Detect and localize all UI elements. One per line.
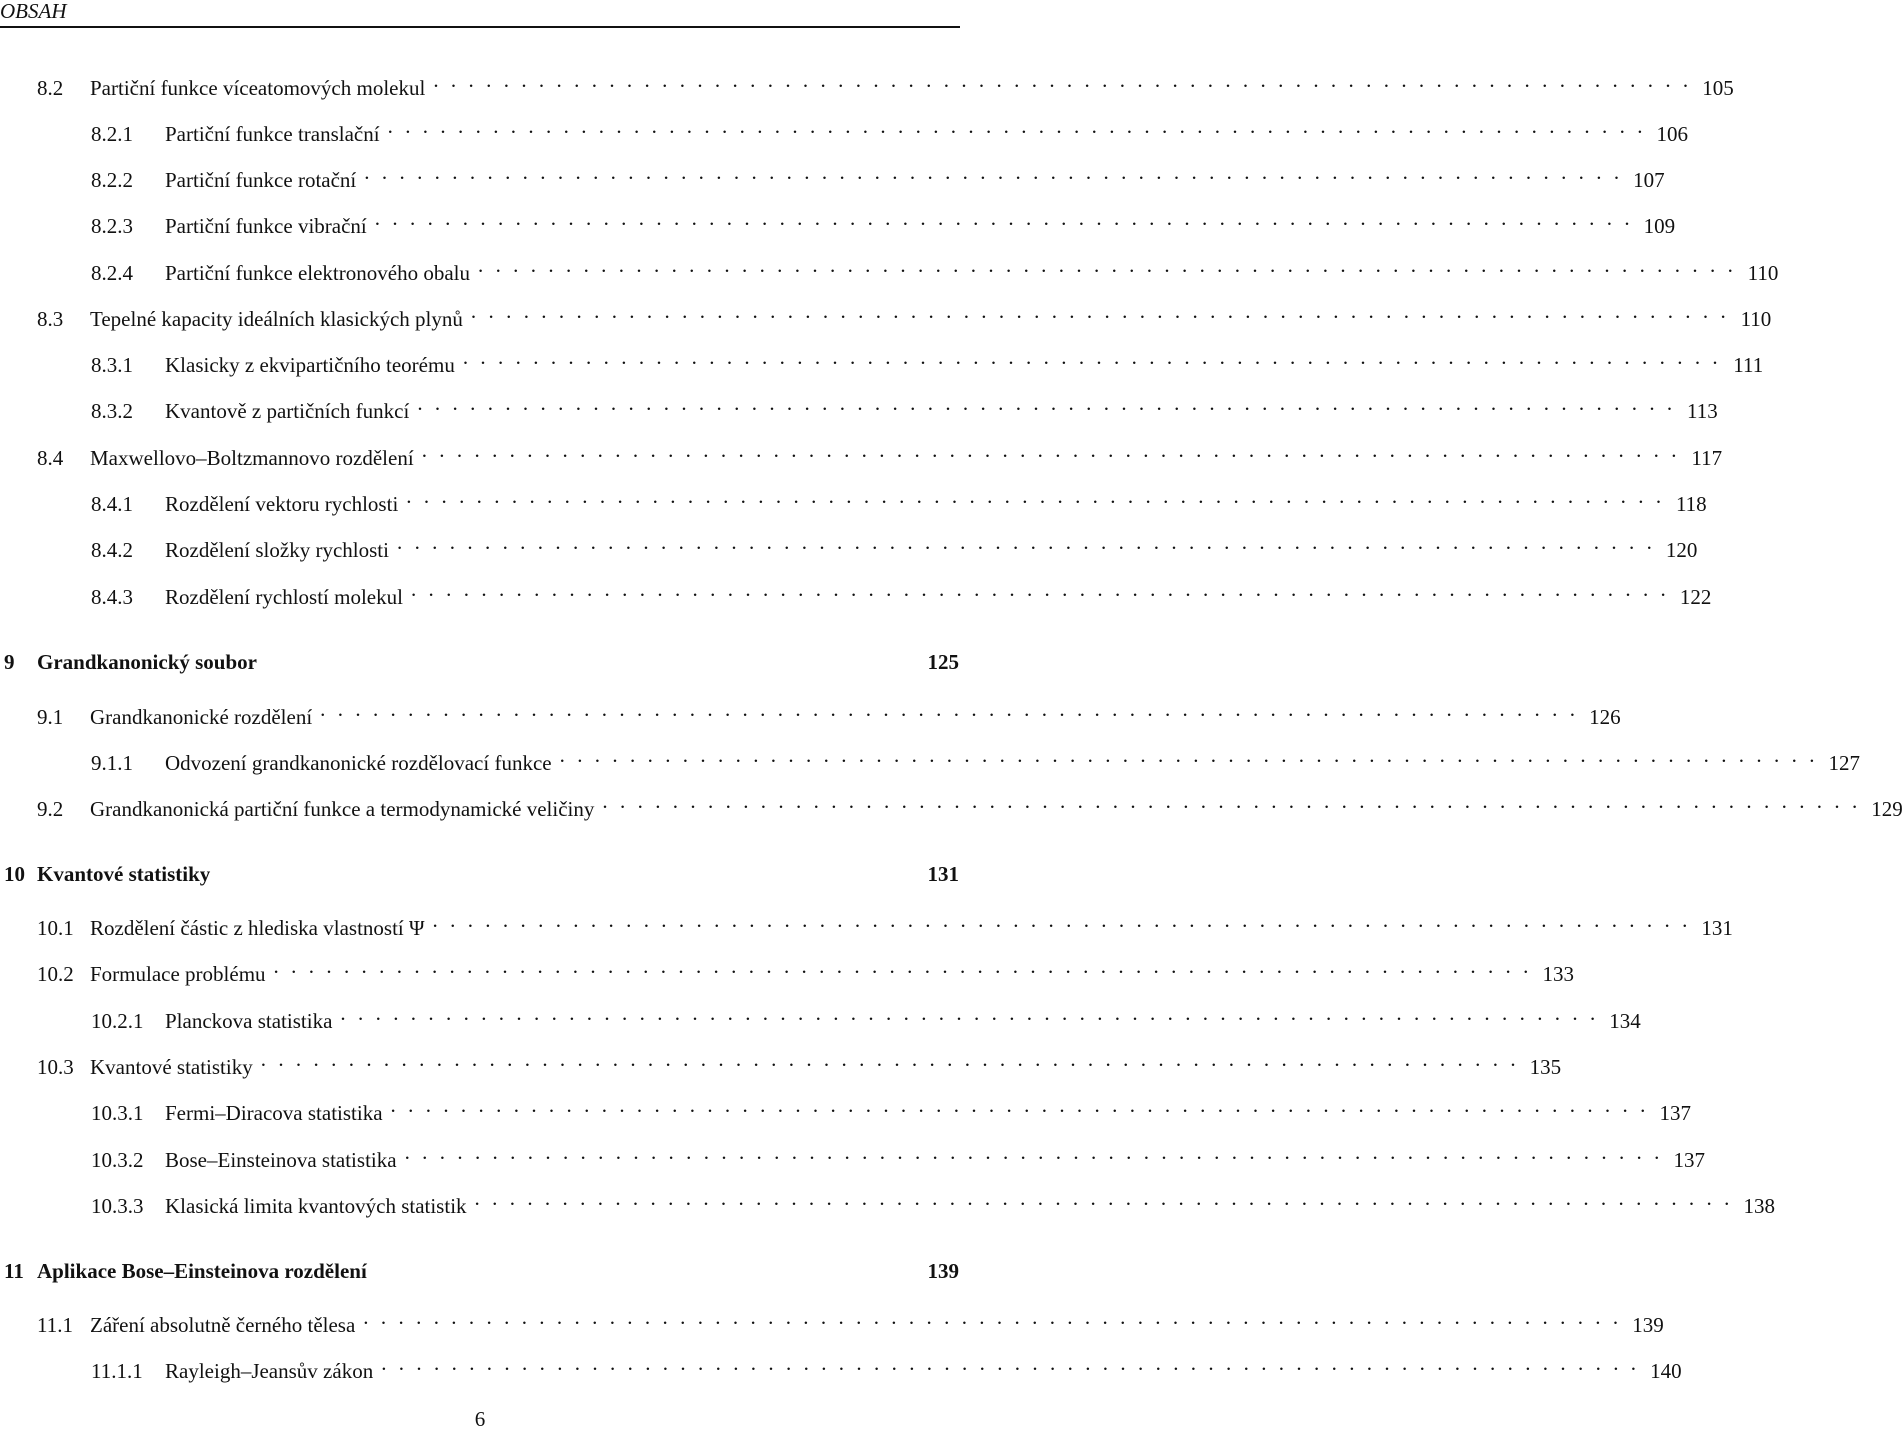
toc-title: Grandkanonická partiční funkce a termodynamické veličiny bbox=[90, 797, 595, 821]
toc-number: 10.2 bbox=[37, 962, 74, 986]
toc-title: Rozdělení vektoru rychlosti bbox=[165, 492, 399, 516]
toc-entry[interactable] bbox=[0, 951, 1574, 986]
toc-dot-leader bbox=[425, 905, 1697, 935]
toc-title: Kvantové statistiky bbox=[90, 1055, 253, 1079]
toc-number: 10.3 bbox=[37, 1055, 74, 1079]
toc-entry[interactable] bbox=[0, 388, 1718, 423]
toc-number: 8.2.3 bbox=[91, 214, 133, 238]
toc-number: 10.1 bbox=[37, 916, 74, 940]
toc-title: Partiční funkce vibrační bbox=[165, 214, 367, 238]
toc-number: 10 bbox=[4, 862, 25, 886]
toc-dot-leader bbox=[467, 1183, 1739, 1213]
toc-number: 10.3.2 bbox=[91, 1148, 144, 1172]
toc-entry[interactable] bbox=[0, 1044, 1562, 1079]
toc-chapter[interactable] bbox=[0, 1256, 959, 1286]
running-header: OBSAH bbox=[0, 0, 67, 23]
toc-dot-leader bbox=[552, 740, 1824, 770]
toc-dot-leader bbox=[455, 342, 1727, 372]
toc-page-number: 109 bbox=[1643, 214, 1676, 238]
toc-title: Klasicky z ekvipartičního teorému bbox=[165, 353, 455, 377]
toc-dot-leader bbox=[312, 694, 1584, 724]
toc-entry[interactable] bbox=[0, 157, 1665, 192]
toc-page-number: 122 bbox=[1679, 585, 1712, 609]
toc-title: Kvantově z partičních funkcí bbox=[165, 399, 410, 423]
toc-dot-leader bbox=[383, 1090, 1655, 1120]
toc-entry[interactable] bbox=[0, 905, 1733, 940]
toc-dot-leader bbox=[389, 527, 1661, 557]
toc-title: Bose–Einsteinova statistika bbox=[165, 1148, 397, 1172]
header-rule bbox=[0, 26, 960, 28]
toc-page-number: 105 bbox=[1702, 76, 1734, 100]
toc-title: Partiční funkce translační bbox=[165, 122, 380, 146]
toc-entry[interactable] bbox=[0, 998, 1641, 1033]
toc-number: 8.4.2 bbox=[91, 538, 133, 562]
toc-entry[interactable] bbox=[0, 786, 1903, 821]
toc-number: 8.4.1 bbox=[91, 492, 133, 516]
toc-page-number: 126 bbox=[1589, 705, 1621, 729]
toc-page-number: 131 bbox=[927, 862, 959, 886]
toc-page-number: 107 bbox=[1633, 168, 1665, 192]
toc-page-number: 110 bbox=[1740, 307, 1772, 331]
toc-dot-leader bbox=[266, 951, 1538, 981]
toc-entry[interactable] bbox=[0, 65, 1734, 100]
toc-entry[interactable] bbox=[0, 296, 1772, 331]
toc-title: Rayleigh–Jeansův zákon bbox=[165, 1359, 374, 1383]
toc-page-number: 110 bbox=[1747, 261, 1779, 285]
toc-page-number: 129 bbox=[1871, 797, 1903, 821]
toc-title: Grandkanonické rozdělení bbox=[90, 705, 313, 729]
toc-page-number: 111 bbox=[1733, 353, 1764, 377]
toc-title: Klasická limita kvantových statistik bbox=[165, 1194, 467, 1218]
toc-number: 9.1 bbox=[37, 705, 64, 729]
toc-number: 11.1.1 bbox=[91, 1359, 143, 1383]
toc-page-number: 113 bbox=[1687, 399, 1718, 423]
toc-entry[interactable] bbox=[0, 1137, 1705, 1172]
toc-number: 11 bbox=[4, 1259, 24, 1283]
toc-title: Rozdělení částic z hlediska vlastností Ψ bbox=[90, 916, 425, 940]
toc-entry[interactable] bbox=[0, 481, 1707, 516]
toc-title: Grandkanonický soubor bbox=[37, 650, 257, 674]
toc-number: 8.3 bbox=[37, 307, 64, 331]
toc-number: 9.1.1 bbox=[91, 751, 133, 775]
toc-dot-leader bbox=[355, 1302, 1627, 1332]
toc-number: 8.4.3 bbox=[91, 585, 133, 609]
toc-entry[interactable] bbox=[0, 1302, 1664, 1337]
toc-dot-leader bbox=[409, 388, 1681, 418]
toc-number: 8.3.2 bbox=[91, 399, 133, 423]
page-number: 6 bbox=[474, 1407, 486, 1431]
toc-title: Planckova statistika bbox=[165, 1009, 333, 1033]
toc-number: 10.3.3 bbox=[91, 1194, 144, 1218]
toc-dot-leader bbox=[403, 574, 1675, 604]
toc-title: Aplikace Bose–Einsteinova rozdělení bbox=[37, 1259, 367, 1283]
toc-number: 10.2.1 bbox=[91, 1009, 144, 1033]
toc-page-number: 120 bbox=[1665, 538, 1698, 562]
toc-entry[interactable] bbox=[0, 203, 1676, 238]
toc-dot-leader bbox=[397, 1137, 1669, 1167]
toc-dot-leader bbox=[380, 111, 1652, 141]
toc-number: 8.2.1 bbox=[91, 122, 133, 146]
toc-page-number: 133 bbox=[1542, 962, 1574, 986]
toc-number: 9 bbox=[4, 650, 15, 674]
toc-dot-leader bbox=[356, 157, 1628, 187]
toc-entry[interactable] bbox=[0, 435, 1723, 470]
toc-dot-leader bbox=[332, 998, 1604, 1028]
toc-number: 8.2.4 bbox=[91, 261, 133, 285]
toc-entry[interactable] bbox=[0, 250, 1779, 285]
toc-number: 11.1 bbox=[37, 1313, 73, 1337]
toc-page-number: 127 bbox=[1828, 751, 1860, 775]
toc-entry[interactable] bbox=[0, 574, 1712, 609]
toc-dot-leader bbox=[253, 1044, 1525, 1074]
toc-number: 8.2 bbox=[37, 76, 64, 100]
toc-page-number: 137 bbox=[1673, 1148, 1705, 1172]
toc-page-number: 139 bbox=[927, 1259, 959, 1283]
toc-title: Rozdělení rychlostí molekul bbox=[165, 585, 403, 609]
toc-title: Partiční funkce elektronového obalu bbox=[165, 261, 470, 285]
toc-page-number: 125 bbox=[927, 650, 959, 674]
toc-title: Tepelné kapacity ideálních klasických plynů bbox=[90, 307, 463, 331]
toc-dot-leader bbox=[398, 481, 1670, 511]
toc-page-number: 134 bbox=[1609, 1009, 1641, 1033]
toc-entry[interactable] bbox=[0, 1090, 1691, 1125]
toc-page-number: 140 bbox=[1650, 1359, 1682, 1383]
toc-title: Odvození grandkanonické rozdělovací funkce bbox=[165, 751, 552, 775]
toc-title: Rozdělení složky rychlosti bbox=[165, 538, 389, 562]
toc-number: 10.3.1 bbox=[91, 1101, 144, 1125]
toc-page-number: 118 bbox=[1675, 492, 1707, 516]
toc-dot-leader bbox=[594, 786, 1866, 816]
toc-number: 8.4 bbox=[37, 446, 64, 470]
toc-title: Fermi–Diracova statistika bbox=[165, 1101, 383, 1125]
toc-dot-leader bbox=[425, 65, 1697, 95]
toc-title: Formulace problému bbox=[90, 962, 266, 986]
toc-dot-leader bbox=[367, 203, 1639, 233]
toc-page-number: 139 bbox=[1632, 1313, 1664, 1337]
toc-number: 9.2 bbox=[37, 797, 64, 821]
toc-dot-leader bbox=[414, 435, 1686, 465]
toc-dot-leader bbox=[463, 296, 1735, 326]
toc-dot-leader bbox=[373, 1348, 1645, 1378]
toc-number: 8.3.1 bbox=[91, 353, 133, 377]
toc-chapter[interactable] bbox=[0, 647, 959, 677]
toc-page-number: 106 bbox=[1656, 122, 1688, 146]
toc-entry[interactable] bbox=[0, 1183, 1775, 1218]
toc-entry[interactable] bbox=[0, 111, 1688, 146]
toc-title: Partiční funkce rotační bbox=[165, 168, 357, 192]
toc-chapter[interactable] bbox=[0, 859, 959, 889]
toc-title: Kvantové statistiky bbox=[37, 862, 211, 886]
toc-title: Záření absolutně černého tělesa bbox=[90, 1313, 356, 1337]
toc-entry[interactable] bbox=[0, 527, 1698, 562]
toc-entry[interactable] bbox=[0, 740, 1860, 775]
toc-entry[interactable] bbox=[0, 1348, 1682, 1383]
toc-page-number: 131 bbox=[1701, 916, 1733, 940]
toc-title: Maxwellovo–Boltzmannovo rozdělení bbox=[90, 446, 414, 470]
toc-page-number: 135 bbox=[1529, 1055, 1562, 1079]
toc-dot-leader bbox=[470, 250, 1742, 280]
toc-page-number: 138 bbox=[1743, 1194, 1775, 1218]
toc-page-number: 117 bbox=[1691, 446, 1723, 470]
toc-entry[interactable] bbox=[0, 694, 1621, 729]
toc-entry[interactable] bbox=[0, 342, 1764, 377]
toc-page-number: 137 bbox=[1659, 1101, 1691, 1125]
toc-title: Partiční funkce víceatomových molekul bbox=[90, 76, 426, 100]
toc-number: 8.2.2 bbox=[91, 168, 133, 192]
